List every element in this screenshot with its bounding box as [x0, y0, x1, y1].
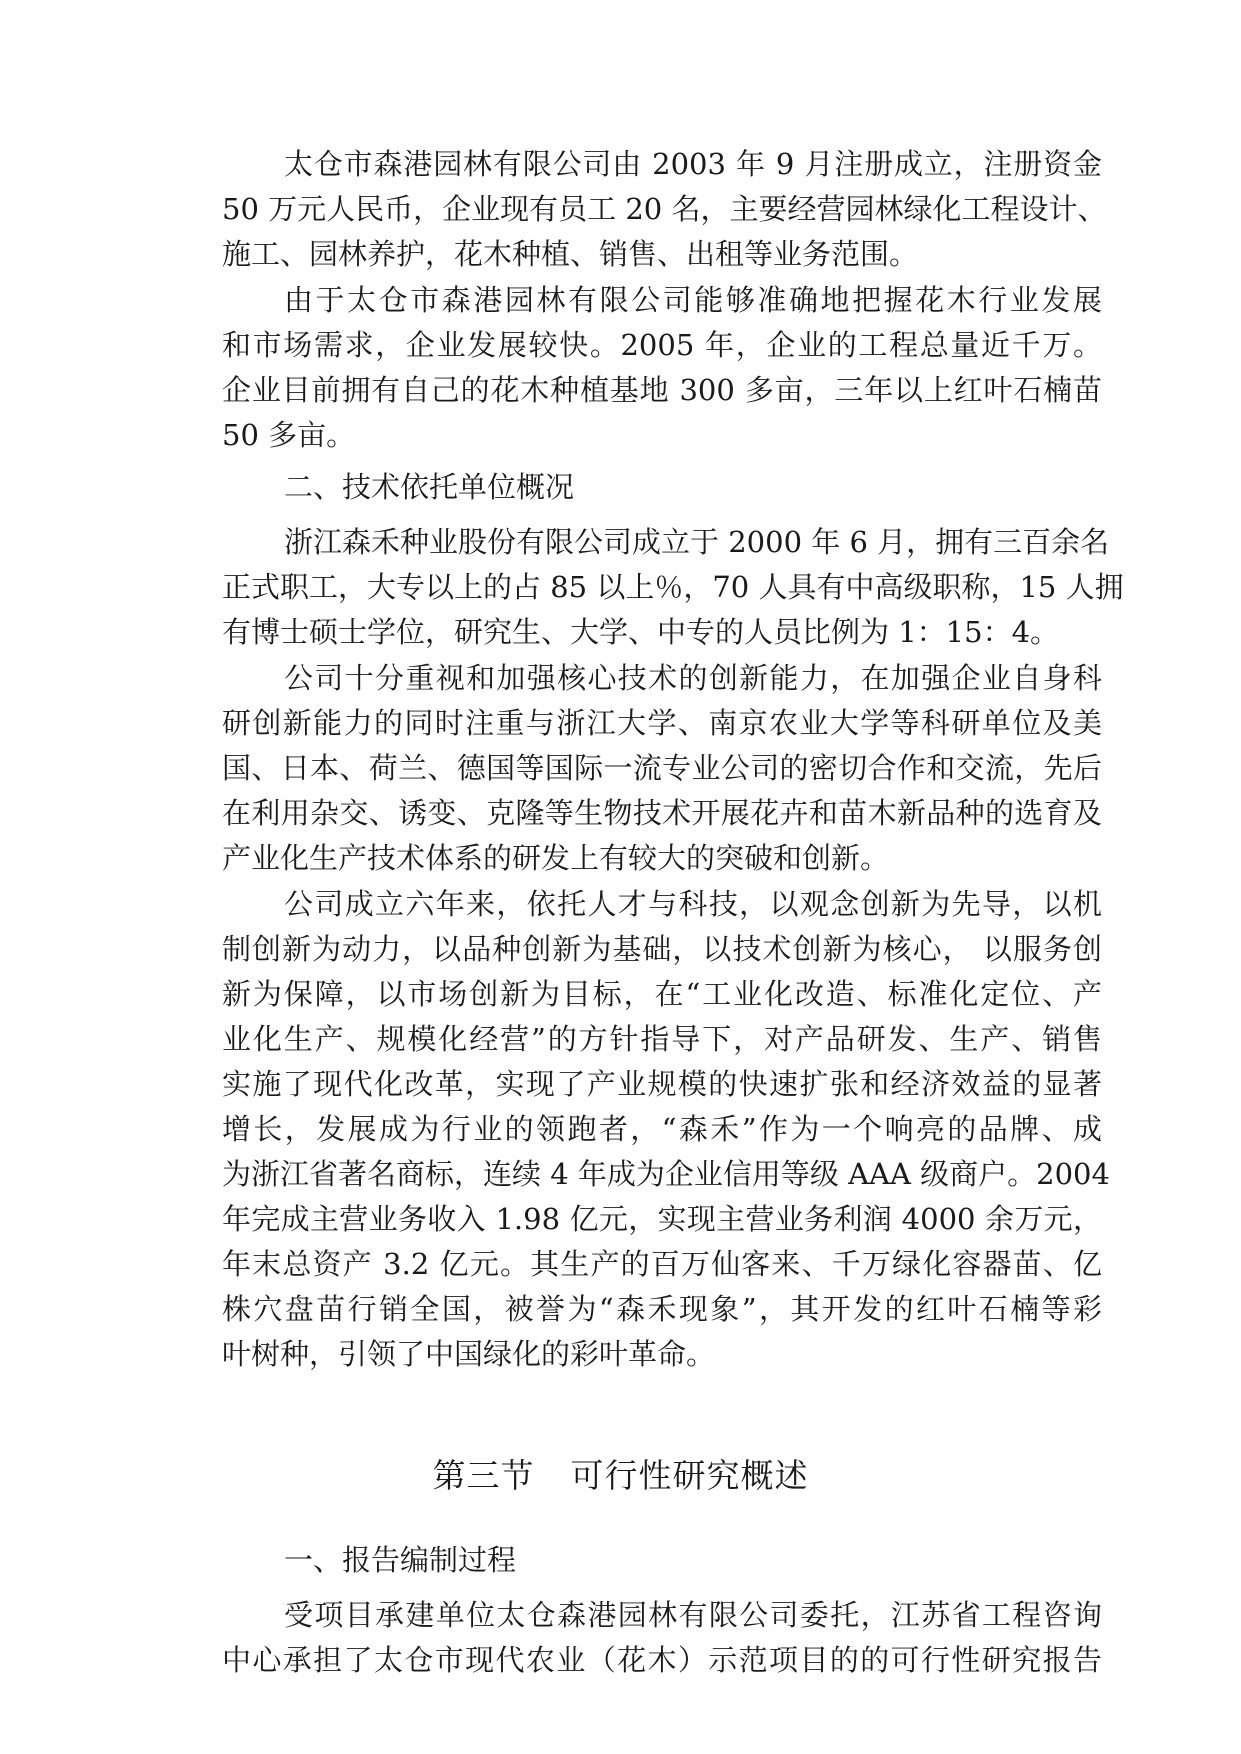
paragraph-line: 产业化生产技术体系的研发上有较大的突破和创新。	[222, 841, 890, 875]
paragraph-line: 新为保障，以市场创新为目标，在“工业化改造、标准化定位、产	[222, 977, 1102, 1011]
section-name: 可行性研究概述	[570, 1456, 809, 1495]
paragraph-line: 制创新为动力，以品种创新为基础，以技术创新为核心， 以服务创	[222, 932, 1102, 966]
paragraph-line: 浙江森禾种业股份有限公司成立于 2000 年 6 月，拥有三百余名	[284, 525, 1110, 559]
paragraph-line: 研创新能力的同时注重与浙江大学、南京农业大学等科研单位及美	[222, 706, 1102, 740]
section-title	[0, 1454, 1241, 1498]
paragraph-line: 受项目承建单位太仓森港园林有限公司委托，江苏省工程咨询	[284, 1598, 1102, 1632]
section-number: 第三节	[432, 1456, 535, 1495]
paragraph-line: 实施了现代化改革，实现了产业规模的快速扩张和经济效益的显著	[222, 1067, 1102, 1101]
paragraph-line: 施工、园林养护，花木种植、销售、出租等业务范围。	[222, 237, 919, 271]
paragraph-line: 年末总资产 3.2 亿元。其生产的百万仙客来、千万绿化容器苗、亿	[222, 1247, 1102, 1281]
paragraph-line: 增长，发展成为行业的领跑者，“森禾”作为一个响亮的品牌、成	[222, 1112, 1102, 1146]
paragraph-line: 有博士硕士学位，研究生、大学、中专的人员比例为 1：15：4。	[222, 615, 1060, 649]
paragraph-line: 业化生产、规模化经营”的方针指导下，对产品研发、生产、销售	[222, 1022, 1102, 1056]
paragraph-line: 正式职工，大专以上的占 85 以上％，70 人具有中高级职称，15 人拥	[222, 570, 1124, 604]
paragraph-line: 叶树种，引领了中国绿化的彩叶革命。	[222, 1337, 716, 1371]
subheading-tech-support: 二、技术依托单位概况	[284, 470, 575, 504]
paragraph-line: 为浙江省著名商标，连续 4 年成为企业信用等级 AAA 级商户。2004	[222, 1157, 1110, 1191]
paragraph-line: 公司成立六年来，依托人才与科技，以观念创新为先导，以机	[284, 887, 1102, 921]
subheading-report-process: 一、报告编制过程	[284, 1543, 517, 1577]
paragraph-line: 太仓市森港园林有限公司由 2003 年 9 月注册成立，注册资金	[284, 147, 1102, 181]
paragraph-line: 50 万元人民币，企业现有员工 20 名，主要经营园林绿化工程设计、	[222, 192, 1107, 226]
paragraph-line: 中心承担了太仓市现代农业（花木）示范项目的的可行性研究报告	[222, 1643, 1102, 1677]
paragraph-line: 由于太仓市森港园林有限公司能够准确地把握花木行业发展	[284, 283, 1102, 317]
paragraph-line: 企业目前拥有自己的花木种植基地 300 多亩，三年以上红叶石楠苗	[222, 373, 1102, 407]
paragraph-line: 在利用杂交、诱变、克隆等生物技术开展花卉和苗木新品种的选育及	[222, 796, 1102, 830]
paragraph-line: 和市场需求，企业发展较快。2005 年，企业的工程总量近千万。	[222, 328, 1102, 362]
paragraph-line: 公司十分重视和加强核心技术的创新能力，在加强企业自身科	[284, 661, 1102, 695]
paragraph-line: 国、日本、荷兰、德国等国际一流专业公司的密切合作和交流，先后	[222, 751, 1102, 785]
paragraph-line: 50 多亩。	[222, 418, 356, 452]
paragraph-line: 株穴盘苗行销全国，被誉为“森禾现象”，其开发的红叶石楠等彩	[222, 1292, 1102, 1326]
paragraph-line: 年完成主营业务收入 1.98 亿元，实现主营业务利润 4000 余万元，	[222, 1202, 1102, 1236]
